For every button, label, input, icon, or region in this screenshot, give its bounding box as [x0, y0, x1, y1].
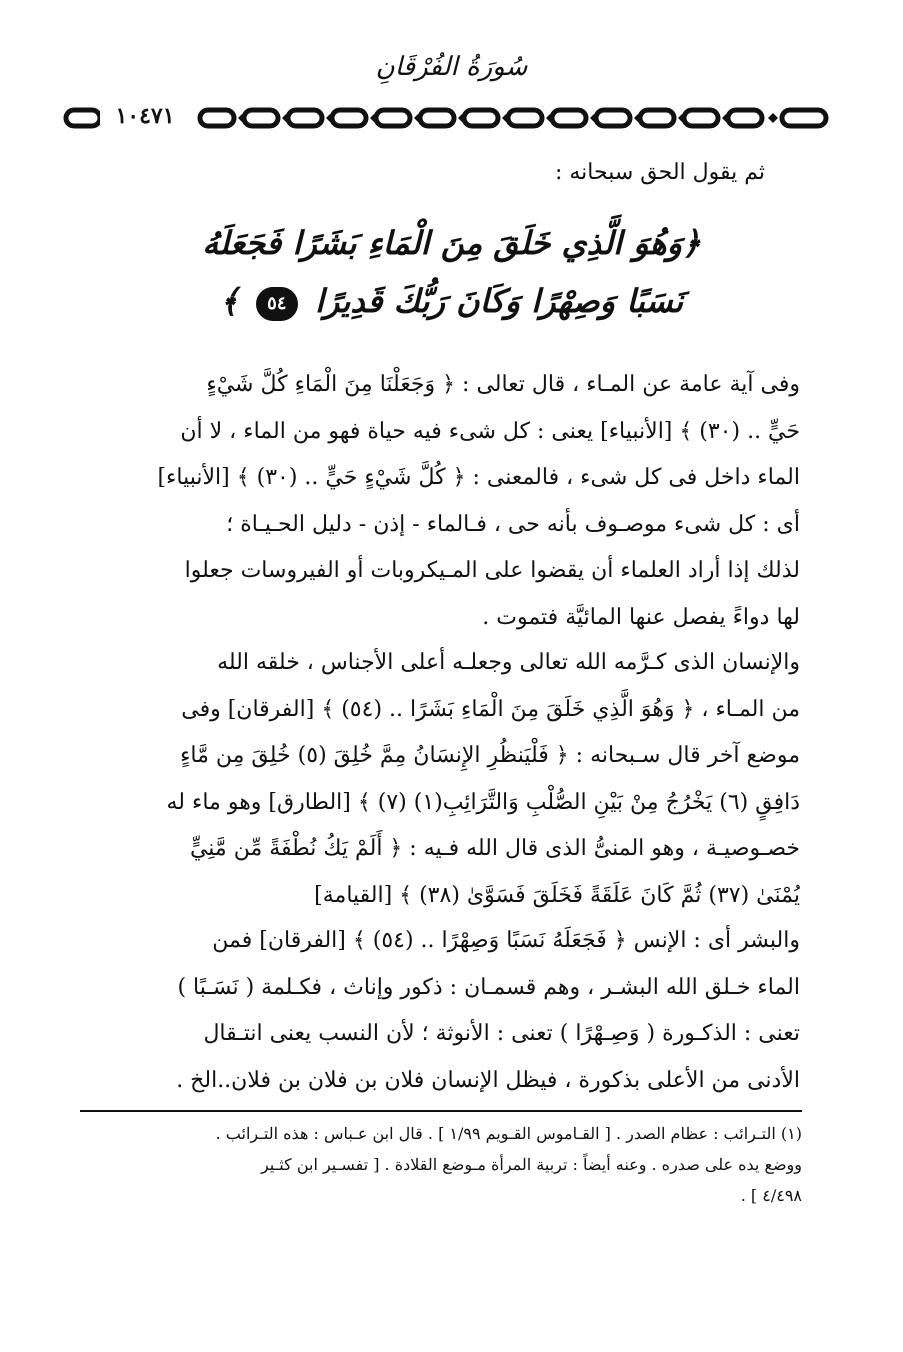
page-number: ١٠٤٧١ [100, 103, 190, 129]
paragraph-line: أى : كل شىء موصـوف بأنه حى ، فـالماء - إذن - دليل الحـيـاة ؛ [226, 511, 800, 537]
quran-verse-line-2-text: نَسَبًا وَصِهْرًا وَكَانَ رَبُّكَ قَدِيرًا [314, 282, 684, 320]
paragraph-line: يُمْنَىٰ (٣٧) ثُمَّ كَانَ عَلَقَةً فَخَلَقَ فَسَوَّىٰ (٣٨) ﴾ [القيامة] [314, 882, 800, 908]
surah-title: سُورَةُ الفُرْقَانِ [375, 52, 528, 82]
paragraph-3 [84, 918, 800, 1104]
paragraph-line: من المـاء ، ﴿ وَهُوَ الَّذِي خَلَقَ مِنَ الْمَاءِ بَشَرًا .. (٥٤) ﴾ [الفرقان] وفى [181, 696, 800, 722]
paragraph-line: والإنسان الذى كـرَّمه الله تعالى وجعلـه أعلى الأجناس ، خلقه الله [217, 650, 800, 675]
intro-line: ثم يقول الحق سبحانه : [554, 160, 765, 185]
footnote-line: ٤/٤٩٨ ] . [740, 1186, 802, 1205]
paragraph-line: الأدنى من الأعلى بذكورة ، فيظل الإنسان فلان بن فلان بن فلان..الخ . [176, 1067, 800, 1093]
paragraph-line: خصـوصيـة ، وهو المنىُّ الذى قال الله فـيه : ﴿ أَلَمْ يَكُ نُطْفَةً مِّن مَّنِيٍّ [189, 836, 800, 861]
verse-number-badge: ٥٤ [256, 287, 298, 321]
paragraph-line: الماء داخل فى كل شىء ، فالمعنى : ﴿ كُلَّ شَيْءٍ حَيٍّ .. (٣٠) ﴾ [الأنبياء] [157, 465, 800, 490]
paragraph-2 [84, 640, 800, 919]
footnotes [80, 1118, 802, 1211]
paragraph-line: لها دواءً يفصل عنها المائيَّة فتموت . [482, 604, 800, 630]
paragraph-line: موضع آخر قال سـبحانه : ﴿ فَلْيَنظُرِ الإِنسَانُ مِمَّ خُلِقَ (٥) خُلِقَ مِن مَّاءٍ [180, 743, 800, 768]
paragraph-line: تعنى : الذكـورة ( وَصِـهْرًا ) تعنى : الأنوثة ؛ لأن النسب يعنى انتـقال [203, 1021, 800, 1046]
paragraph-line: الماء خـلق الله البشـر ، وهم قسمـان : ذكور وإناث ، فكـلمة ( نَسَـبًا ) [177, 974, 800, 1000]
paragraph-line: حَيٍّ .. (٣٠) ﴾ [الأنبياء] يعنى : كل شىء فيه حياة فهو من الماء ، لا أن [180, 418, 800, 444]
paragraph-line: دَافِقٍ (٦) يَخْرُجُ مِنْ بَيْنِ الصُّلْبِ وَالتَّرَائِبِ(١) (٧) ﴾ [الطارق] وهو ماء له [166, 789, 800, 815]
quran-verse-line-2 [0, 282, 903, 321]
quran-verse-line-1: ﴿وَهُوَ الَّذِي خَلَقَ مِنَ الْمَاءِ بَشَرًا فَجَعَلَهُ [202, 224, 701, 262]
footnote-divider [80, 1110, 802, 1112]
paragraph-line: والبشر أى : الإنس ﴿ فَجَعَلَهُ نَسَبًا وَصِهْرًا .. (٥٤) ﴾ [الفرقان] فمن [212, 928, 800, 953]
footnote-line: ووضع يده على صدره . وعنه أيضاً : تربية المرأة مـوضع القلادة . [ تفسـير ابن كثـير [260, 1155, 802, 1174]
footnote-line: (١) التـرائب : عظام الصدر . [ القـاموس القـويم ١/٩٩ ] . قال ابن عـباس : هذه التـرائب . [215, 1124, 802, 1143]
paragraph-line: وفى آية عامة عن المـاء ، قال تعالى : ﴿ وَجَعَلْنَا مِنَ الْمَاءِ كُلَّ شَيْءٍ [206, 372, 800, 397]
paragraph-line: لذلك إذا أراد العلماء أن يقضوا على المـيكروبات أو الفيروسات جعلوا [184, 558, 800, 583]
paragraph-1 [84, 362, 800, 641]
verse-close-bracket: ﴾ [219, 282, 239, 320]
